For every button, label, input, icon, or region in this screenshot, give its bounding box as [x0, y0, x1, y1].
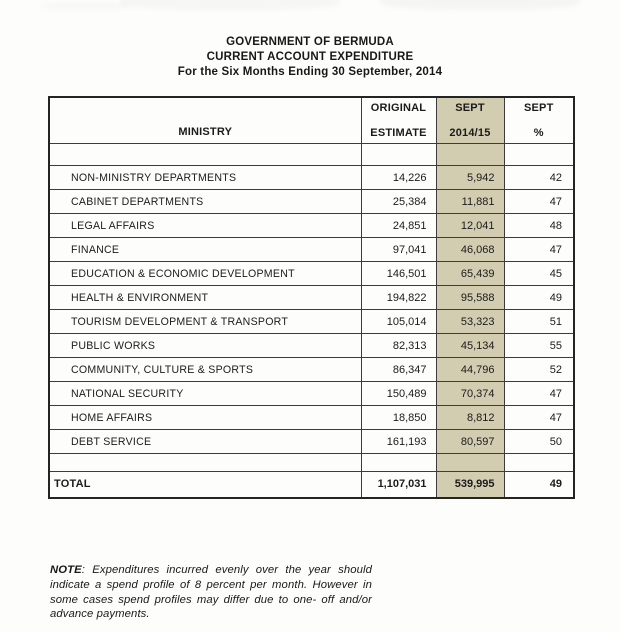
header-sept-actual [436, 97, 504, 144]
sept-percent-value: 47 [504, 382, 574, 406]
table-row [49, 334, 574, 358]
footnote [50, 563, 372, 622]
sept-actual-value: 45,134 [436, 334, 504, 358]
sept-actual-value: 70,374 [436, 382, 504, 406]
table-row [49, 358, 574, 382]
ministry-name: DEBT SERVICE [49, 430, 361, 454]
scan-artifact [120, 0, 340, 10]
scan-artifact [380, 0, 580, 10]
sept-percent-value: 55 [504, 334, 574, 358]
ministry-name: HOME AFFAIRS [49, 406, 361, 430]
sept-actual-value: 11,881 [436, 190, 504, 214]
spacer-row [49, 454, 574, 472]
table-row [49, 214, 574, 238]
original-estimate-value: 97,041 [361, 238, 436, 262]
sept-percent-value: 47 [504, 406, 574, 430]
total-sept-percent: 49 [504, 472, 574, 498]
table-row [49, 430, 574, 454]
header-sept-line2: 2014/15 [449, 127, 491, 139]
table-row [49, 310, 574, 334]
ministry-name: CABINET DEPARTMENTS [49, 190, 361, 214]
sept-percent-value: 47 [504, 238, 574, 262]
sept-actual-value: 65,439 [436, 262, 504, 286]
original-estimate-value: 24,851 [361, 214, 436, 238]
header-sept-percent [504, 97, 574, 144]
header-original-estimate [361, 97, 436, 144]
ministry-name: EDUCATION & ECONOMIC DEVELOPMENT [49, 262, 361, 286]
header-original-line1: ORIGINAL [370, 102, 427, 114]
table-row [49, 286, 574, 310]
sept-actual-value: 5,942 [436, 166, 504, 190]
sept-percent-value: 51 [504, 310, 574, 334]
header-sept-line1: SEPT [455, 102, 485, 114]
table-row [49, 238, 574, 262]
sept-percent-value: 52 [504, 358, 574, 382]
sept-percent-value: 48 [504, 214, 574, 238]
spacer-row [49, 144, 574, 166]
sept-percent-value: 49 [504, 286, 574, 310]
footnote-label: NOTE [50, 564, 82, 577]
title-line-1: GOVERNMENT OF BERMUDA [226, 36, 394, 48]
ministry-name: TOURISM DEVELOPMENT & TRANSPORT [49, 310, 361, 334]
sept-actual-value: 95,588 [436, 286, 504, 310]
table-row [49, 382, 574, 406]
original-estimate-value: 25,384 [361, 190, 436, 214]
footnote-text: : Expenditures incurred evenly over the year should indicate a spend profile of 8 percent per month. However in some cases spend profiles may differ due to one- off and/or advance payments. [50, 564, 372, 621]
total-row [49, 472, 574, 498]
sept-percent-value: 42 [504, 166, 574, 190]
document-title-block [0, 35, 620, 79]
sept-actual-value: 46,068 [436, 238, 504, 262]
original-estimate-value: 14,226 [361, 166, 436, 190]
header-ministry: MINISTRY [49, 97, 361, 144]
ministry-name: COMMUNITY, CULTURE & SPORTS [49, 358, 361, 382]
sept-actual-value: 8,812 [436, 406, 504, 430]
sept-actual-value: 12,041 [436, 214, 504, 238]
total-original-estimate: 1,107,031 [361, 472, 436, 498]
total-sept-actual: 539,995 [436, 472, 504, 498]
title-line-3: For the Six Months Ending 30 September, 2014 [177, 65, 443, 78]
original-estimate-value: 146,501 [361, 262, 436, 286]
sept-actual-value: 80,597 [436, 430, 504, 454]
table-row [49, 406, 574, 430]
original-estimate-value: 105,014 [361, 310, 436, 334]
ministry-name: HEALTH & ENVIRONMENT [49, 286, 361, 310]
sept-percent-value: 50 [504, 430, 574, 454]
ministry-name: LEGAL AFFAIRS [49, 214, 361, 238]
sept-actual-value: 53,323 [436, 310, 504, 334]
table-header-row [49, 97, 574, 144]
sept-percent-value: 45 [504, 262, 574, 286]
ministry-name: FINANCE [49, 238, 361, 262]
original-estimate-value: 82,313 [361, 334, 436, 358]
header-original-line2: ESTIMATE [370, 127, 427, 139]
scan-artifact [40, 2, 130, 10]
table-row [49, 190, 574, 214]
title-line-2: CURRENT ACCOUNT EXPENDITURE [206, 50, 414, 63]
original-estimate-value: 194,822 [361, 286, 436, 310]
table-row [49, 166, 574, 190]
original-estimate-value: 161,193 [361, 430, 436, 454]
sept-percent-value: 47 [504, 190, 574, 214]
sept-actual-value: 44,796 [436, 358, 504, 382]
header-pct-line2: % [533, 127, 544, 139]
original-estimate-value: 150,489 [361, 382, 436, 406]
ministry-name: NATIONAL SECURITY [49, 382, 361, 406]
expenditure-table [48, 96, 575, 499]
total-label: TOTAL [49, 472, 361, 498]
table-row [49, 262, 574, 286]
ministry-name: NON-MINISTRY DEPARTMENTS [49, 166, 361, 190]
original-estimate-value: 18,850 [361, 406, 436, 430]
ministry-name: PUBLIC WORKS [49, 334, 361, 358]
original-estimate-value: 86,347 [361, 358, 436, 382]
header-pct-line1: SEPT [523, 102, 554, 114]
